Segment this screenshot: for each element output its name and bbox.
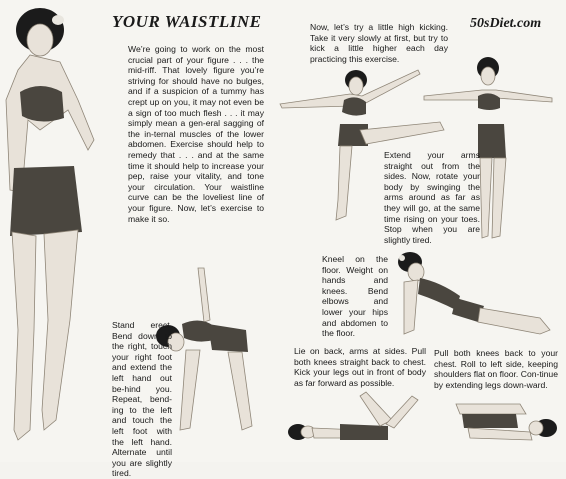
brand-watermark: 50sDiet.com [470,16,542,31]
page-title: YOUR WAISTLINE [112,12,262,31]
roll-text: Pull both knees back to your chest. Roll to left side, keeping shoulders flat on floor. Con-tinue by extending legs down-ward. [434,348,558,390]
back-text: Lie on back, arms at sides. Pull both knees straight back to chest. Kick your legs out in front of body as far forward as possible. [294,346,426,388]
arms-text: Extend your arms straight out from the sides. Now, rotate your body by swinging the arms around as far as they will go, at the same time rising on your toes. Stop when you are slightly tired. [384,150,480,245]
photo-standing-model [0,0,106,462]
kicking-text: Now, let’s try a little high kicking. Take it very slowly at first, but try to kick a little higher each day practicing this exercise. [310,22,448,64]
intro-text: We’re going to work on the most crucial part of your figure . . . the mid-riff. That lovely figure you’re striving for should have no bulges, and if a suspicion of a tummy has crept up on you, it may not even be a sign of too much flesh . . . it may simply mean a gen-eral sagging of the in-ternal muscles of the lower abdomen. Exercise should help to remedy that . . . and at the same time it should help to increase your pep, raise your vitality, and tone your circulation. Your waistline curve can be the loveliest line of your figure. Now, let’s exercise to make it so. [128,44,264,224]
photo-lying-back [288,392,418,440]
photo-rolling [456,404,557,440]
kneel-text: Kneel on the floor. Weight on hands and knees. Bend elbows and lower your hips and abdomen to the floor. [322,254,388,339]
stand-text: Stand erect. Bend down to the right, touch your right foot and extend the left hand out be-hind you. Repeat, bend-ing to the left and touch the left foot with the left hand. Alternate until you are slightly tired. [112,320,172,479]
photo-kneeling [398,252,550,334]
